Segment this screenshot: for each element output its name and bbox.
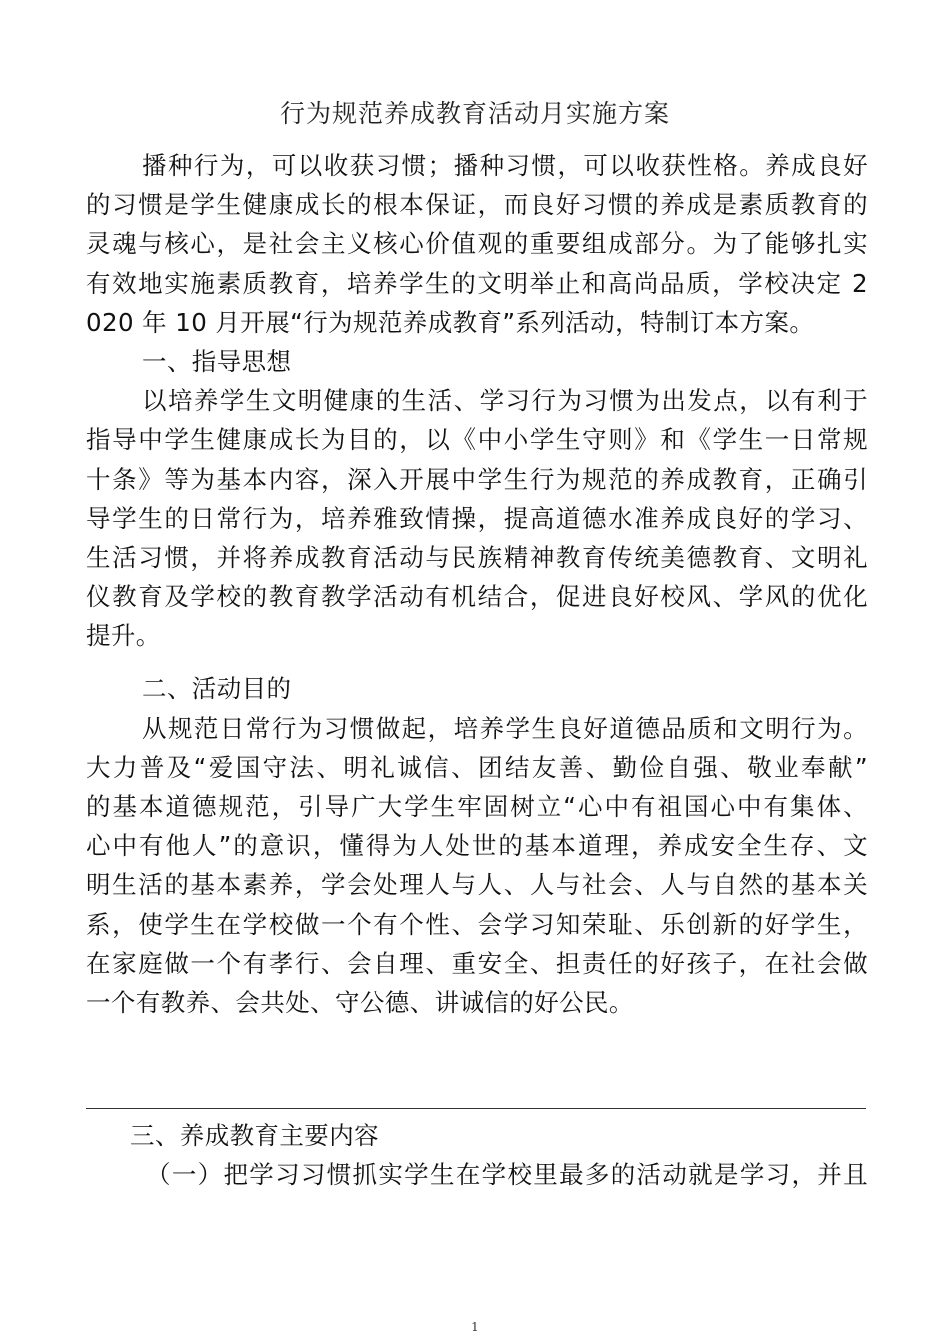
section-2-line-2: 大力普及“爱国守法、明礼诚信、团结友善、勤俭自强、敬业奉献”: [86, 752, 868, 782]
page-number: 1: [471, 1320, 479, 1334]
section-1-line-2: 指导中学生健康成长为目的，以《中小学生守则》和《学生一日常规: [86, 425, 868, 455]
section-1-line-5: 生活习惯，并将养成教育活动与民族精神教育传统美德教育、文明礼: [86, 542, 868, 572]
section-2-line-4: 心中有他人”的意识，懂得为人处世的基本道理，养成安全生存、文: [86, 831, 868, 861]
intro-line-1: 播种行为，可以收获习惯；播种习惯，可以收获性格。养成良好: [142, 151, 868, 180]
section-2-line-3: 的基本道德规范，引导广大学生牢固树立“心中有祖国心中有集体、: [86, 792, 868, 821]
section-divider: [86, 1108, 866, 1109]
section-1-line-4: 导学生的日常行为，培养雅致情操，提高道德水准养成良好的学习、: [86, 503, 868, 533]
document-body: [86, 146, 868, 1022]
section-1-heading: 一、指导思想: [142, 346, 292, 376]
document-body-continued: [86, 1116, 868, 1194]
section-2-line-1: 从规范日常行为习惯做起，培养学生良好道德品质和文明行为。: [142, 713, 868, 743]
section-2-line-6: 系，使学生在学校做一个有个性、会学习知荣耻、乐创新的好学生，: [86, 909, 868, 939]
section-1-line-3: 十条》等为基本内容，深入开展中学生行为规范的养成教育，正确引: [86, 464, 868, 494]
section-2-line-5: 明生活的基本素养，学会处理人与人、人与社会、人与自然的基本关: [86, 870, 868, 900]
section-2-heading: 二、活动目的: [142, 674, 292, 704]
section-1-line-6: 仪教育及学校的教育教学活动有机结合，促进良好校风、学风的优化: [86, 582, 868, 612]
document-title: 行为规范养成教育活动月实施方案: [279, 99, 670, 128]
intro-line-3: 灵魂与核心，是社会主义核心价值观的重要组成部分。为了能够扎实: [86, 229, 868, 259]
section-3-heading: 三、养成教育主要内容: [130, 1121, 379, 1150]
intro-line-2: 的习惯是学生健康成长的根本保证，而良好习惯的养成是素质教育的: [86, 190, 868, 220]
section-1-line-1: 以培养学生文明健康的生活、学习行为习惯为出发点，以有利于: [142, 386, 868, 416]
intro-line-5: 020 年 10 月开展“行为规范养成教育”系列活动，特制订本方案。: [86, 307, 815, 337]
section-3-sub-1: （一）把学习习惯抓实学生在学校里最多的活动就是学习，并且: [146, 1160, 868, 1190]
section-2-line-7: 在家庭做一个有孝行、会自理、重安全、担责任的好孩子，在社会做: [86, 948, 868, 978]
section-2-line-8: 一个有教养、会共处、守公德、讲诚信的好公民。: [86, 987, 634, 1017]
section-1-line-7: 提升。: [86, 621, 161, 651]
intro-line-4: 有效地实施素质教育，培养学生的文明举止和高尚品质，学校决定 2: [86, 268, 868, 298]
